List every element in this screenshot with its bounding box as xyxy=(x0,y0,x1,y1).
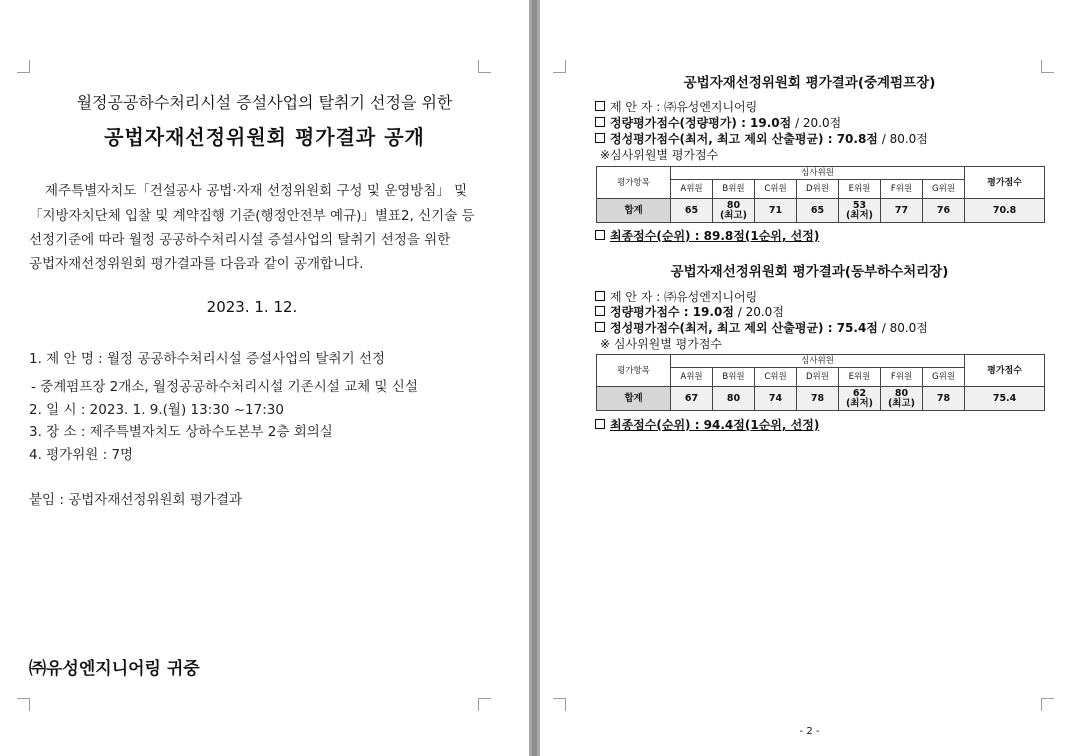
judge-score: 78 xyxy=(923,387,965,411)
judge-header: B위원 xyxy=(713,368,755,387)
total-score: 70.8 xyxy=(965,199,1045,223)
quant-score-line: 정량평가점수 : 19.0점 / 20.0점 xyxy=(595,303,784,320)
crop-mark xyxy=(553,698,566,711)
score-header: 평가점수 xyxy=(965,355,1045,387)
body-text-line: 공법자재선정위원회 평가결과를 다음과 같이 공개합니다. xyxy=(29,256,364,272)
recipient: ㈜유성엔지니어링 귀중 xyxy=(29,659,200,679)
judge-header: F위원 xyxy=(881,180,923,199)
final-score-line: 최종점수(순위) : 94.4점(1순위, 선정) xyxy=(595,416,819,433)
judge-header: B위원 xyxy=(713,180,755,199)
judges-header: 심사위원 xyxy=(671,355,965,368)
judge-score: 76 xyxy=(923,199,965,223)
document-page-2 xyxy=(540,0,1079,756)
info-item-evaluators: 4. 평가위원 : 7명 xyxy=(29,447,134,463)
proposer-line: 제 안 자 : ㈜유성엔지니어링 xyxy=(595,98,757,115)
judge-score-note: ※심사위원별 평가점수 xyxy=(600,148,719,162)
qual-score-line: 정성평가점수(최저, 최고 제외 산출평균) : 70.8점 / 80.0점 xyxy=(595,130,928,147)
judge-header: A위원 xyxy=(671,368,713,387)
judge-score: 53 (최저) xyxy=(839,199,881,223)
info-item-datetime: 2. 일 시 : 2023. 1. 9.(월) 13:30 ~17:30 xyxy=(29,402,284,418)
judge-score: 65 xyxy=(671,199,713,223)
info-item-proposal: 1. 제 안 명 : 월정 공공하수처리시설 증설사업의 탈취기 선정 xyxy=(29,351,385,367)
judge-header: D위원 xyxy=(797,368,839,387)
score-header: 평가점수 xyxy=(965,167,1045,199)
score-table-pump xyxy=(596,166,1045,223)
judge-score: 65 xyxy=(797,199,839,223)
body-text-line: 선정기준에 따라 월정 공공하수처리시설 증설사업의 탈취기 선정을 위한 xyxy=(29,232,451,248)
judge-header: D위원 xyxy=(797,180,839,199)
qual-score-line: 정성평가점수(최저, 최고 제외 산출평균) : 75.4점 / 80.0점 xyxy=(595,319,928,336)
body-text-line: 「지방자치단체 입찰 및 계약집행 기준(행정안전부 예규)」별표2, 신기술 등 xyxy=(29,208,475,224)
document-title-line2: 공법자재선정위원회 평가결과 공개 xyxy=(104,125,425,149)
page-gutter xyxy=(529,0,540,756)
final-score-line: 최종점수(순위) : 89.8점(1순위, 선정) xyxy=(595,227,819,244)
judge-score: 80 (최고) xyxy=(713,199,755,223)
judge-header: G위원 xyxy=(923,368,965,387)
judge-score: 67 xyxy=(671,387,713,411)
total-row-label: 합계 xyxy=(597,387,671,411)
item-header: 평가항목 xyxy=(597,167,671,199)
judge-header: A위원 xyxy=(671,180,713,199)
judge-score: 77 xyxy=(881,199,923,223)
document-title-line1: 월정공공하수처리시설 증설사업의 탈취기 선정을 위한 xyxy=(76,93,453,112)
info-item-subproposal: - 중계펌프장 2개소, 월정공공하수처리시설 기존시설 교체 및 신설 xyxy=(31,379,418,395)
judge-header: C위원 xyxy=(755,368,797,387)
crop-mark xyxy=(478,60,491,73)
total-score: 75.4 xyxy=(965,387,1045,411)
judge-score: 71 xyxy=(755,199,797,223)
attachment-note: 붙임 : 공법자재선정위원회 평가결과 xyxy=(29,492,243,508)
judge-header: E위원 xyxy=(839,180,881,199)
judge-header: G위원 xyxy=(923,180,965,199)
judge-score: 62 (최저) xyxy=(839,387,881,411)
section-title-pump: 공법자재선정위원회 평가결과(중계펌프장) xyxy=(683,75,936,91)
judge-header: C위원 xyxy=(755,180,797,199)
judge-score: 78 xyxy=(797,387,839,411)
crop-mark xyxy=(17,60,30,73)
crop-mark xyxy=(1041,698,1054,711)
item-header: 평가항목 xyxy=(597,355,671,387)
score-table-east xyxy=(596,354,1045,411)
proposer-line: 제 안 자 : ㈜유성엔지니어링 xyxy=(595,288,757,305)
judge-score: 80 xyxy=(713,387,755,411)
judge-score: 80 (최고) xyxy=(881,387,923,411)
judge-header: F위원 xyxy=(881,368,923,387)
crop-mark xyxy=(17,698,30,711)
section-title-east: 공법자재선정위원회 평가결과(동부하수처리장) xyxy=(670,264,949,280)
judge-score: 74 xyxy=(755,387,797,411)
page-number: - 2 - xyxy=(799,726,820,737)
judge-header: E위원 xyxy=(839,368,881,387)
judges-header: 심사위원 xyxy=(671,167,965,180)
document-page-1 xyxy=(0,0,529,756)
body-text-line: 제주특별자치도「건설공사 공법·자재 선정위원회 구성 및 운영방침」 및 xyxy=(45,183,468,199)
info-item-place: 3. 장 소 : 제주특별자치도 상하수도본부 2층 회의실 xyxy=(29,424,333,440)
quant-score-line: 정량평가점수(정량평가) : 19.0점 / 20.0점 xyxy=(595,114,841,131)
total-row-label: 합계 xyxy=(597,199,671,223)
announcement-date: 2023. 1. 12. xyxy=(206,298,298,316)
judge-score-note: ※ 심사위원별 평가점수 xyxy=(600,337,723,351)
crop-mark xyxy=(478,698,491,711)
